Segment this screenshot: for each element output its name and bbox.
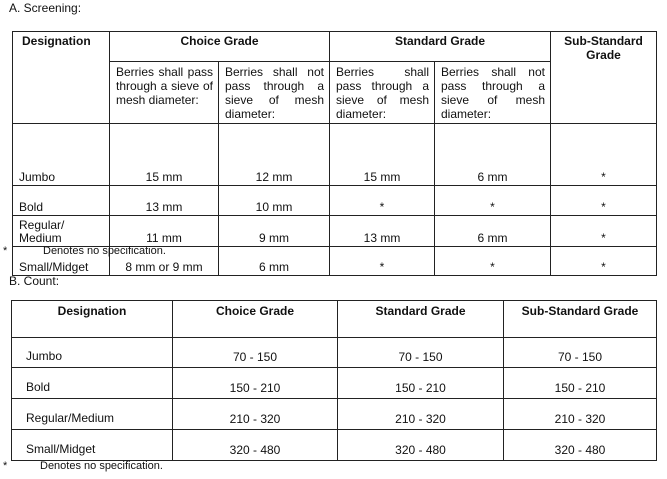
footnote-asterisk: * [3, 245, 8, 257]
count-row-bold [12, 368, 657, 399]
count-cell: 70 - 150 [504, 338, 657, 368]
screening-cell: * [435, 186, 551, 216]
screening-cell: 15 mm [330, 124, 435, 186]
screening-cell: * [330, 247, 435, 276]
count-header-standard: Standard Grade [338, 301, 504, 338]
count-table [11, 300, 657, 461]
count-header-designation: Designation [12, 301, 173, 338]
count-cell: 70 - 150 [338, 338, 504, 368]
count-row-label: Jumbo [12, 338, 173, 368]
count-cell: 320 - 480 [504, 430, 657, 461]
count-row-label: Bold [12, 368, 173, 399]
screening-cell: 13 mm [110, 186, 219, 216]
screening-cell: 11 mm [110, 216, 219, 247]
screening-cell: 12 mm [219, 124, 330, 186]
count-cell: 210 - 320 [504, 399, 657, 430]
screening-cell: * [551, 124, 657, 186]
screening-header-designation: Designation [13, 32, 110, 124]
screening-cell: 6 mm [435, 216, 551, 247]
count-cell: 150 - 210 [338, 368, 504, 399]
screening-cell: * [435, 247, 551, 276]
footnote-asterisk: * [3, 460, 8, 472]
screening-cell: 10 mm [219, 186, 330, 216]
screening-heading: A. Screening: [9, 1, 82, 15]
screening-cell: 15 mm [110, 124, 219, 186]
screening-cell: 8 mm or 9 mm [110, 247, 219, 276]
screening-cell: * [551, 247, 657, 276]
count-row-small [12, 430, 657, 461]
count-header-choice: Choice Grade [173, 301, 338, 338]
footnote-text: Denotes no specification. [43, 245, 166, 257]
count-row-label: Regular/Medium [12, 399, 173, 430]
count-cell: 70 - 150 [173, 338, 338, 368]
screening-row-label: Jumbo [13, 124, 110, 186]
count-cell: 150 - 210 [173, 368, 338, 399]
screening-subheader-standard-notpass: Berries shall not pass through a sieve of mesh diameter: [435, 62, 551, 124]
screening-header-substandard-text: Sub-Standard Grade [564, 34, 643, 62]
screening-header-standard: Standard Grade [330, 32, 551, 62]
screening-row-regular [13, 216, 657, 247]
count-row-label: Small/Midget [12, 430, 173, 461]
count-cell: 210 - 320 [338, 399, 504, 430]
count-header-substandard: Sub-Standard Grade [504, 301, 657, 338]
screening-cell: 13 mm [330, 216, 435, 247]
screening-footnote [3, 245, 303, 261]
screening-subheader-choice-pass: Berries shall pass through a sieve of mesh diameter: [110, 62, 219, 124]
count-cell: 150 - 210 [504, 368, 657, 399]
count-footnote [3, 460, 303, 476]
screening-row-label: Bold [13, 186, 110, 216]
footnote-text: Denotes no specification. [40, 460, 163, 472]
screening-header-choice: Choice Grade [110, 32, 330, 62]
count-heading: B. Count: [9, 274, 60, 288]
screening-subheader-choice-notpass: Berries shall not pass through a sieve of mesh diameter: [219, 62, 330, 124]
count-row-regular [12, 399, 657, 430]
screening-cell: * [330, 186, 435, 216]
screening-cell: 6 mm [219, 247, 330, 276]
screening-row-label: Regular/ Medium [13, 216, 110, 247]
screening-subheader-standard-pass: Berries shall pass through a sieve of mesh diameter: [330, 62, 435, 124]
count-cell: 210 - 320 [173, 399, 338, 430]
count-row-jumbo [12, 338, 657, 368]
count-cell: 320 - 480 [173, 430, 338, 461]
screening-row-jumbo [13, 124, 657, 186]
screening-header-substandard [551, 32, 657, 124]
screening-cell: * [551, 186, 657, 216]
screening-cell: 6 mm [435, 124, 551, 186]
screening-row-label: Small/Midget [13, 247, 110, 276]
screening-cell: * [551, 216, 657, 247]
screening-cell: 9 mm [219, 216, 330, 247]
screening-row-bold [13, 186, 657, 216]
screening-table [12, 31, 657, 276]
count-cell: 320 - 480 [338, 430, 504, 461]
